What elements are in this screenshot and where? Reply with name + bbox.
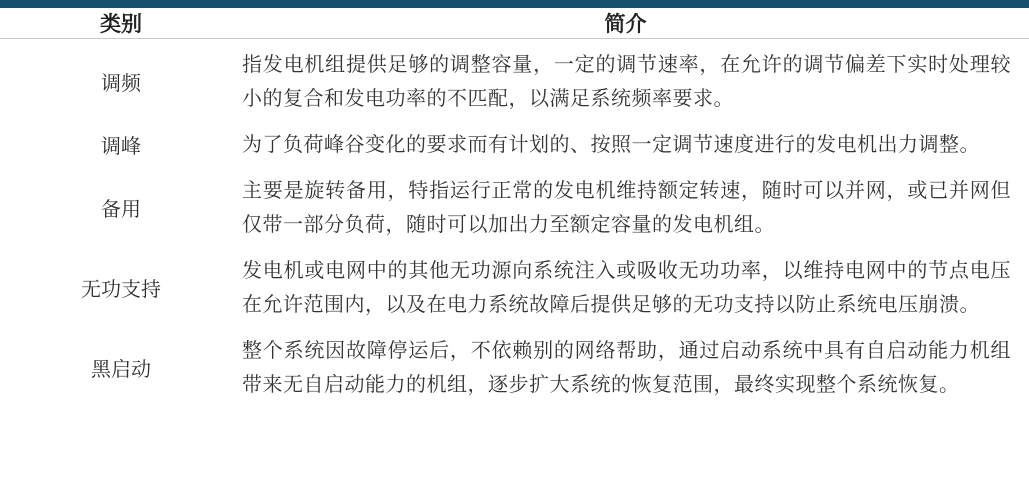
table-row: [0, 41, 1029, 121]
category-cell: 黑启动: [91, 356, 151, 381]
category-cell: 调峰: [101, 133, 141, 158]
table-row: [0, 167, 1029, 247]
description-cell: 整个系统因故障停运后，不依赖别的网络帮助，通过启动系统中具有自启动能力机组带来无自启动能力的机组，逐步扩大系统的恢复范围，最终实现整个系统恢复。: [242, 338, 1011, 396]
category-cell: 无功支持: [81, 276, 161, 301]
table-row: [0, 121, 1029, 167]
category-cell: 调频: [101, 70, 141, 95]
description-cell: 发电机或电网中的其他无功源向系统注入或吸收无功功率，以维持电网中的节点电压在允许范围内，以及在电力系统故障后提供足够的无功支持以防止系统电压崩溃。: [242, 258, 1011, 316]
description-cell: 为了负荷峰谷变化的要求而有计划的、按照一定调节速度进行的发电机出力调整。: [242, 132, 980, 156]
table-row: [0, 247, 1029, 327]
table-top-border: [0, 0, 1029, 8]
column-header-description: 简介: [604, 12, 647, 36]
table-header-row: [0, 8, 1029, 39]
description-cell: 主要是旋转备用，特指运行正常的发电机维持额定转速，随时可以并网，或已并网但仅带一部分负荷，随时可以加出力至额定容量的发电机组。: [242, 178, 1011, 236]
table-body: [0, 39, 1029, 407]
column-header-category: 类别: [100, 12, 142, 36]
description-cell: 指发电机组提供足够的调整容量，一定的调节速率，在允许的调节偏差下实时处理较小的复合和发电功率的不匹配，以满足系统频率要求。: [242, 52, 1011, 110]
table-row: [0, 327, 1029, 407]
category-cell: 备用: [101, 196, 141, 221]
